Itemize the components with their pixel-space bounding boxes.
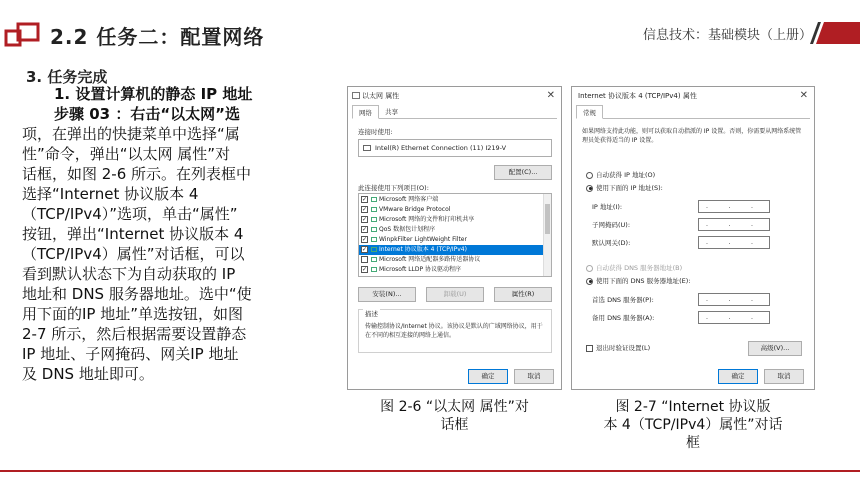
protocol-icon xyxy=(371,207,377,212)
list-item[interactable] xyxy=(359,215,551,225)
list-item-label: Microsoft LLDP 协议驱动程序 xyxy=(379,266,462,273)
list-item-label: Internet 协议版本 4 (TCP/IPv4) xyxy=(379,246,467,253)
checkbox-checked-icon[interactable]: ✓ xyxy=(362,196,368,203)
gateway-input[interactable]: . . . xyxy=(698,236,770,249)
cancel-button[interactable]: 取消 xyxy=(764,369,804,384)
intro-text: 如果网络支持此功能，则可以获取自动指派的 IP 设置。否则，你需要从网络系统管理员处获得适当的 IP 设置。 xyxy=(582,128,802,144)
text-line: 按钮，弹出“Internet 协议版本 4 xyxy=(22,225,244,243)
ipv4-properties-dialog xyxy=(571,86,815,390)
text-line: 看到默认状态下为自动获取的 IP xyxy=(22,265,236,283)
checkbox-icon xyxy=(586,345,593,352)
protocol-icon xyxy=(371,227,377,232)
list-item-label: VMware Bridge Protocol xyxy=(379,206,451,213)
dialog-title: 以太网 属性 xyxy=(362,92,400,100)
checkbox-icon[interactable] xyxy=(361,256,368,263)
text-line: 话框，如图 2-6 所示。在列表框中 xyxy=(22,165,252,183)
adapter-name: Intel(R) Ethernet Connection (11) I219-V xyxy=(375,144,507,152)
description-label: 描述 xyxy=(365,310,378,318)
checkbox-checked-icon[interactable]: ✓ xyxy=(362,266,368,273)
footer-rule xyxy=(0,470,860,472)
checkbox-checked-icon[interactable]: ✓ xyxy=(362,246,368,253)
text-line: 项，在弹出的快捷菜单中选择“属 xyxy=(22,125,240,143)
description-group xyxy=(358,309,552,353)
protocol-icon xyxy=(371,217,377,222)
close-icon[interactable]: ✕ xyxy=(546,90,555,101)
figure-2-7-caption: 图 2-7 “Internet 协议版 本 4（TCP/IPv4）属性”对话 框 xyxy=(603,399,783,451)
manual-ip-radio[interactable]: 使用下面的 IP 地址(S): xyxy=(586,183,663,192)
radio-selected-icon xyxy=(586,278,593,285)
tab-network[interactable]: 网络 xyxy=(352,105,379,119)
header-stripe-decoration xyxy=(806,22,860,44)
protocol-icon xyxy=(371,267,377,272)
auto-ip-radio[interactable]: 自动获得 IP 地址(O) xyxy=(586,170,655,179)
page-title: 2.2 任务二：配置网络 xyxy=(50,25,265,49)
tab-sharing[interactable]: 共享 xyxy=(385,108,398,116)
text-line: 地址和 DNS 服务器地址。选中“使 xyxy=(22,285,252,303)
list-item[interactable] xyxy=(359,265,551,275)
validate-checkbox[interactable]: 退出时验证设置(L) xyxy=(586,343,650,352)
tab-bar xyxy=(576,105,810,119)
text-line: IP 地址、子网掩码、网关IP 地址 xyxy=(22,345,239,363)
items-label: 此连接使用下列项目(O): xyxy=(358,184,429,192)
checkbox-checked-icon[interactable]: ✓ xyxy=(362,216,368,223)
list-item-label: WinpkFilter LightWeight Filter xyxy=(379,236,467,243)
close-icon[interactable]: ✕ xyxy=(799,90,808,101)
list-item[interactable] xyxy=(359,255,551,265)
list-item[interactable] xyxy=(359,195,551,205)
list-item[interactable] xyxy=(359,235,551,245)
list-item-label: Microsoft 网络客户端 xyxy=(379,196,439,203)
ok-button[interactable]: 确定 xyxy=(468,369,508,384)
ok-button[interactable]: 确定 xyxy=(718,369,758,384)
subheading-line: 1. 设置计算机的静态 IP 地址 xyxy=(54,85,253,103)
gateway-label: 默认网关(D): xyxy=(592,239,631,247)
checkbox-checked-icon[interactable]: ✓ xyxy=(362,236,368,243)
figure-2-6-caption: 图 2-6 “以太网 属性”对 话框 xyxy=(380,399,529,433)
protocol-icon xyxy=(371,197,377,202)
ip-address-label: IP 地址(I): xyxy=(592,203,623,211)
dialog-titlebar xyxy=(572,87,814,105)
text-line: 及 DNS 地址即可。 xyxy=(22,365,154,383)
radio-icon xyxy=(586,265,593,272)
text-line: 选择“Internet 协议版本 4 xyxy=(22,185,199,203)
list-item[interactable] xyxy=(359,245,551,255)
ethernet-properties-dialog xyxy=(347,86,562,390)
manual-dns-radio[interactable]: 使用下面的 DNS 服务器地址(E): xyxy=(586,276,691,285)
checkbox-checked-icon[interactable]: ✓ xyxy=(362,226,368,233)
subnet-mask-input[interactable]: . . . xyxy=(698,218,770,231)
checkbox-checked-icon[interactable]: ✓ xyxy=(362,206,368,213)
description-text: 传输控制协议/Internet 协议。该协议是默认的广域网络协议，用于在不同的相互连接的网络上通信。 xyxy=(365,323,543,339)
text-line: 用下面的IP 地址”单选按钮，如图 xyxy=(22,305,244,323)
cancel-button[interactable]: 取消 xyxy=(514,369,554,384)
tab-general[interactable]: 常规 xyxy=(576,105,603,119)
connect-using-label: 连接时使用: xyxy=(358,128,393,136)
protocol-icon xyxy=(371,257,377,262)
alternate-dns-input[interactable]: . . . xyxy=(698,311,770,324)
network-icon xyxy=(352,92,360,99)
book-title: 信息技术：基础模块（上册） xyxy=(642,28,812,43)
text-line: 性”命令，弹出“以太网 属性”对 xyxy=(22,145,231,163)
properties-button[interactable]: 属性(R) xyxy=(494,287,552,302)
preferred-dns-label: 首选 DNS 服务器(P): xyxy=(592,296,654,304)
uninstall-button[interactable]: 卸载(U) xyxy=(426,287,484,302)
install-button[interactable]: 安装(N)... xyxy=(358,287,416,302)
body-paragraph xyxy=(22,84,312,384)
dialog-titlebar xyxy=(348,87,561,105)
section-heading: 3. 任务完成 xyxy=(26,68,108,86)
auto-dns-radio[interactable]: 自动获得 DNS 服务器地址(B) xyxy=(586,263,682,272)
text-line: （TCP/IPv4）”选项，单击“属性” xyxy=(22,205,238,223)
advanced-button[interactable]: 高级(V)... xyxy=(748,341,802,356)
list-item[interactable] xyxy=(359,225,551,235)
text-line: （TCP/IPv4）属性”对话框，可以 xyxy=(22,245,245,263)
protocol-icon xyxy=(371,247,377,252)
list-item-label: Microsoft 网络适配器多路传送器协议 xyxy=(379,256,481,263)
items-list xyxy=(358,193,552,277)
text-line: 2-7 所示，然后根据需要设置静态 xyxy=(22,325,247,343)
ip-address-input[interactable]: . . . xyxy=(698,200,770,213)
dialog-title: Internet 协议版本 4 (TCP/IPv4) 属性 xyxy=(578,92,697,100)
adapter-icon xyxy=(363,145,371,151)
adapter-box xyxy=(358,139,552,157)
configure-button[interactable]: 配置(C)... xyxy=(494,165,552,180)
protocol-icon xyxy=(371,237,377,242)
chapter-logo-icon xyxy=(4,22,44,48)
alternate-dns-label: 备用 DNS 服务器(A): xyxy=(592,314,655,322)
radio-icon xyxy=(586,172,593,179)
list-item-label: QoS 数据包计划程序 xyxy=(379,226,436,233)
preferred-dns-input[interactable]: . . . xyxy=(698,293,770,306)
items-list-inner xyxy=(359,195,551,275)
list-item[interactable] xyxy=(359,205,551,215)
text-line: 步骤 03 ：右击“以太网”选 xyxy=(54,105,241,123)
subnet-mask-label: 子网掩码(U): xyxy=(592,221,631,229)
list-scrollbar[interactable] xyxy=(543,194,551,276)
list-item-label: Microsoft 网络的文件和打印机共享 xyxy=(379,216,475,223)
radio-selected-icon xyxy=(586,185,593,192)
tab-bar xyxy=(352,105,557,119)
